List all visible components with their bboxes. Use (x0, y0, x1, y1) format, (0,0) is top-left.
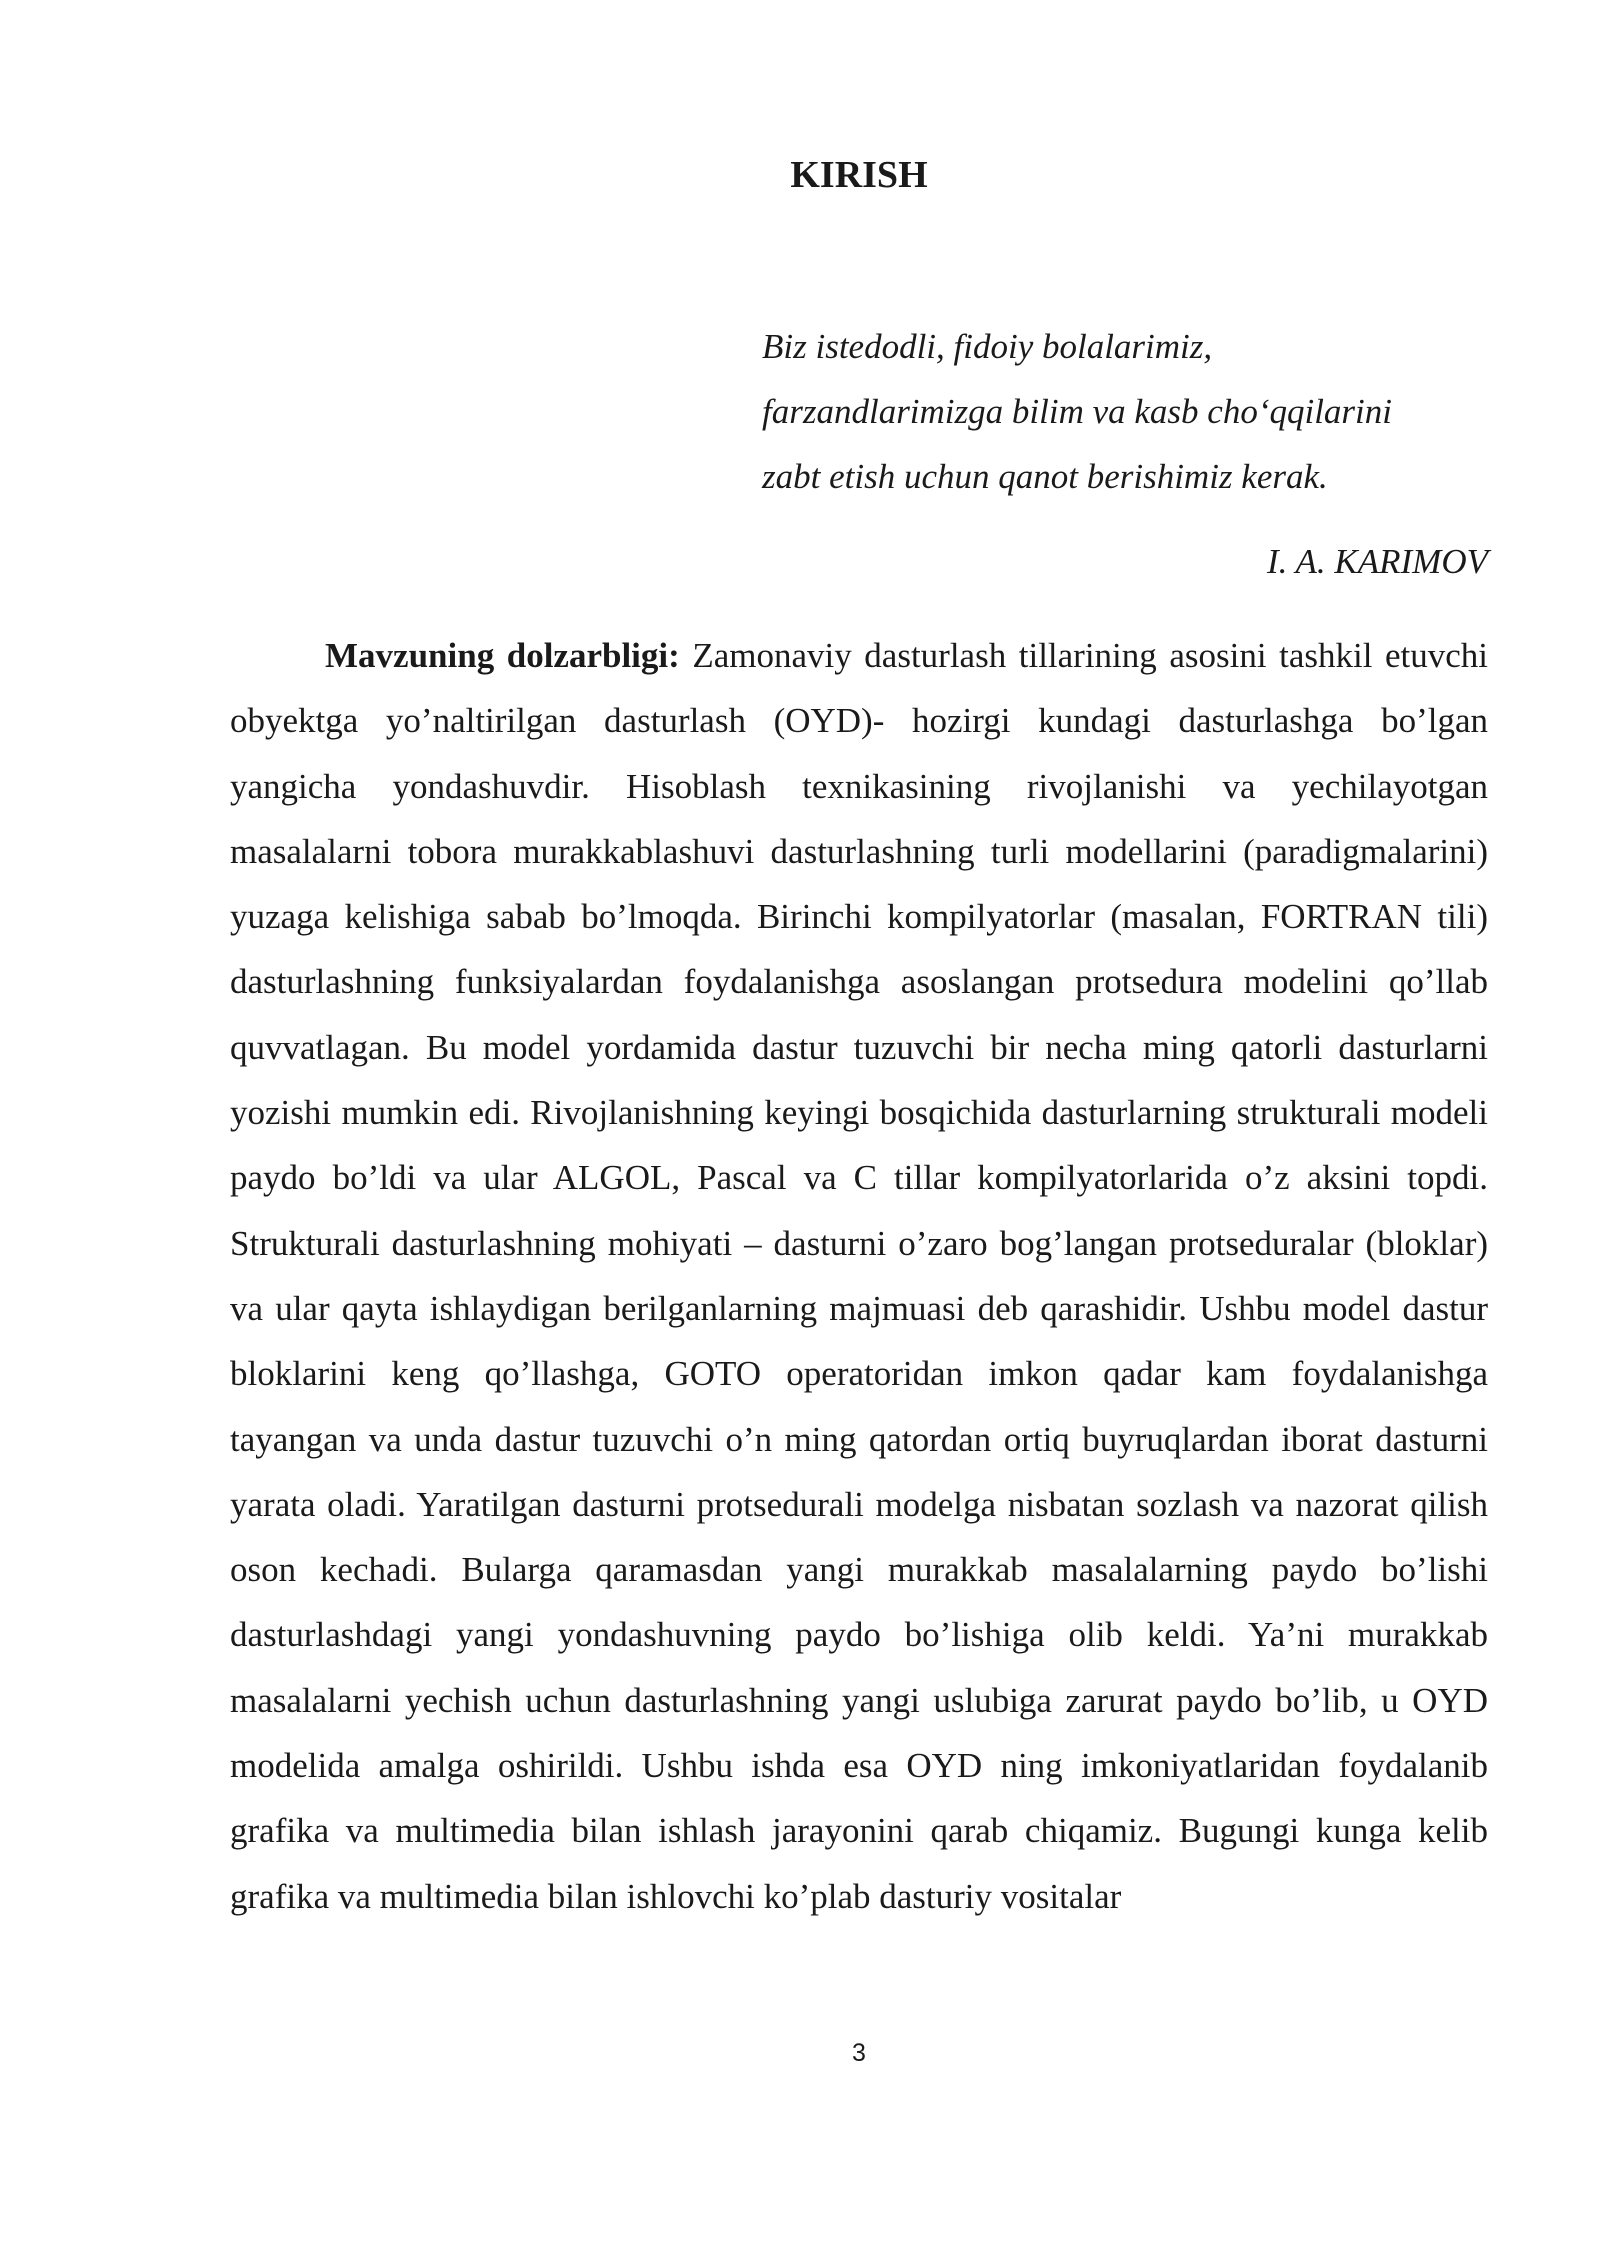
page-title: KIRISH (790, 154, 928, 196)
epigraph-line: Biz istedodli, fidoiy bolalarimiz, (762, 327, 1213, 366)
body-paragraph (230, 623, 1488, 1929)
paragraph-lead: Mavzuning dolzarbligi: (325, 636, 680, 675)
epigraph-author: I. A. KARIMOV (1267, 542, 1488, 581)
page-number: 3 (852, 2039, 866, 2067)
paragraph-text: Zamonaviy dasturlash tillarining asosini tashkil etuvchi obyektga yo’naltirilgan dasturlash (OYD)- hozirgi kundagi dasturlashga bo’lgan yangicha yondashuvdir. Hisoblash texnikasining rivojlanishi va yechilayotgan masalalarni tobora murakkablashuvi dasturlashning turli modellarini (paradigmalarini) yuzaga kelishiga sabab bo’lmoqda. Birinchi kompilyatorlar (masalan, FORTRAN tili) dasturlashning funksiyalardan foydalanishga asoslangan protsedura modelini qo’llab quvvatlagan. Bu model yordamida dastur tuzuvchi bir necha ming qatorli dasturlarni yozishi mumkin edi. Rivojlanishning keyingi bosqichida dasturlarning strukturali modeli paydo bo’ldi va ular ALGOL, Pascal va C tillar kompilyatorlarida o’z aksini topdi. Strukturali dasturlashning mohiyati – dasturni o’zaro bog’langan protseduralar (bloklar) va ular qayta ishlaydigan berilganlarning majmuasi deb qarashidir. Ushbu model dastur bloklarini keng qo’llashga, GOTO operatoridan imkon qadar kam foydalanishga tayangan va unda dastur tuzuvchi o’n ming qatordan ortiq buyruqlardan iborat dasturni yarata oladi. Yaratilgan dasturni protsedurali modelga nisbatan sozlash va nazorat qilish oson kechadi. Bularga qaramasdan yangi murakkab masalalarning paydo bo’lishi dasturlashdagi yangi yondashuvning paydo bo’lishiga olib keldi. Ya’ni murakkab masalalarni yechish uchun dasturlashning yangi uslubiga zarurat paydo bo’lib, u OYD modelida amalga oshirildi. Ushbu ishda esa OYD ning imkoniyatlaridan foydalanib grafika va multimedia bilan ishlash jarayonini qarab chiqamiz. Bugungi kunga kelib grafika va multimedia bilan ishlovchi ko’plab dasturiy vositalar (230, 636, 1488, 1916)
epigraph-quote (762, 314, 1392, 509)
epigraph-line: zabt etish uchun qanot berishimiz kerak. (762, 457, 1328, 496)
epigraph-line: farzandlarimizga bilim va kasb cho‘qqilarini (762, 392, 1392, 431)
